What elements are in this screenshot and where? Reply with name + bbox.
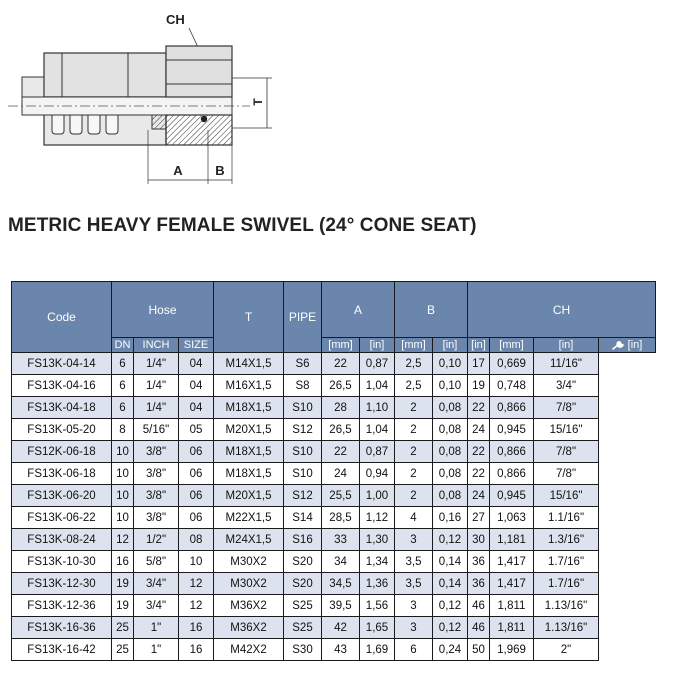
fitting-technical-drawing bbox=[0, 0, 300, 200]
cell-blank bbox=[599, 595, 656, 617]
cell-ch-mm: 0,748 bbox=[490, 375, 534, 397]
table-row bbox=[12, 529, 656, 551]
cell-inch: 3/8" bbox=[134, 441, 179, 463]
cell-dn: 19 bbox=[112, 595, 134, 617]
cell-size: 04 bbox=[179, 375, 214, 397]
col-ch-header: CH bbox=[468, 282, 656, 338]
cell-a-in: 0,94 bbox=[360, 463, 395, 485]
cell-t: M30X2 bbox=[214, 551, 284, 573]
cell-b-in: 0,08 bbox=[433, 397, 468, 419]
cell-a-in: 1,69 bbox=[360, 639, 395, 661]
cell-blank bbox=[599, 419, 656, 441]
col-ch-mm-header: [mm] bbox=[490, 338, 534, 353]
cell-size: 16 bbox=[179, 617, 214, 639]
cell-t: M22X1,5 bbox=[214, 507, 284, 529]
table-row bbox=[12, 441, 656, 463]
cell-ch-mm: 0,945 bbox=[490, 485, 534, 507]
cell-a-in: 1,30 bbox=[360, 529, 395, 551]
cell-code: FS13K-04-14 bbox=[12, 353, 112, 375]
cell-ch-inch: 2" bbox=[534, 639, 599, 661]
cell-t: M16X1,5 bbox=[214, 375, 284, 397]
cell-a-mm: 39,5 bbox=[322, 595, 360, 617]
cell-b-in: 0,14 bbox=[433, 573, 468, 595]
cell-b-mm: 2 bbox=[395, 463, 433, 485]
cell-size: 05 bbox=[179, 419, 214, 441]
b-label: B bbox=[215, 163, 225, 178]
cell-inch: 1" bbox=[134, 617, 179, 639]
cell-ch-in: 24 bbox=[468, 419, 490, 441]
cell-inch: 3/8" bbox=[134, 463, 179, 485]
cell-a-in: 1,65 bbox=[360, 617, 395, 639]
cell-t: M14X1,5 bbox=[214, 353, 284, 375]
cell-b-in: 0,08 bbox=[433, 419, 468, 441]
cell-a-mm: 34 bbox=[322, 551, 360, 573]
wrench-icon bbox=[612, 340, 626, 350]
cell-a-in: 1,56 bbox=[360, 595, 395, 617]
cell-b-in: 0,12 bbox=[433, 529, 468, 551]
cell-ch-mm: 0,866 bbox=[490, 441, 534, 463]
cell-code: FS13K-06-18 bbox=[12, 463, 112, 485]
cell-ch-mm: 0,945 bbox=[490, 419, 534, 441]
cell-ch-in: 30 bbox=[468, 529, 490, 551]
cell-inch: 3/4" bbox=[134, 573, 179, 595]
cell-ch-in: 17 bbox=[468, 353, 490, 375]
cell-dn: 10 bbox=[112, 485, 134, 507]
col-inch-header: INCH bbox=[134, 338, 179, 353]
cell-inch: 1/4" bbox=[134, 375, 179, 397]
cell-dn: 10 bbox=[112, 507, 134, 529]
table-row bbox=[12, 463, 656, 485]
table-row bbox=[12, 419, 656, 441]
cell-dn: 6 bbox=[112, 353, 134, 375]
col-hose-header: Hose bbox=[112, 282, 214, 338]
cell-b-in: 0,10 bbox=[433, 353, 468, 375]
cell-size: 10 bbox=[179, 551, 214, 573]
cell-ch-in: 22 bbox=[468, 397, 490, 419]
table-row bbox=[12, 375, 656, 397]
cell-b-mm: 3,5 bbox=[395, 573, 433, 595]
cell-a-in: 1,04 bbox=[360, 419, 395, 441]
ch-label: CH bbox=[166, 12, 185, 27]
cell-ch-mm: 1,417 bbox=[490, 573, 534, 595]
cell-pipe: S25 bbox=[284, 617, 322, 639]
cell-blank bbox=[599, 639, 656, 661]
col-size-header: SIZE bbox=[179, 338, 214, 353]
cell-t: M24X1,5 bbox=[214, 529, 284, 551]
cell-code: FS13K-12-30 bbox=[12, 573, 112, 595]
cell-a-mm: 28 bbox=[322, 397, 360, 419]
cell-a-in: 1,00 bbox=[360, 485, 395, 507]
cell-inch: 3/8" bbox=[134, 507, 179, 529]
cell-a-in: 1,36 bbox=[360, 573, 395, 595]
cell-a-mm: 34,5 bbox=[322, 573, 360, 595]
cell-b-mm: 2 bbox=[395, 441, 433, 463]
cell-t: M36X2 bbox=[214, 595, 284, 617]
cell-blank bbox=[599, 353, 656, 375]
table-row bbox=[12, 573, 656, 595]
cell-t: M18X1,5 bbox=[214, 397, 284, 419]
cell-blank bbox=[599, 529, 656, 551]
cell-b-in: 0,08 bbox=[433, 485, 468, 507]
cell-b-mm: 3,5 bbox=[395, 551, 433, 573]
cell-code: FS13K-16-36 bbox=[12, 617, 112, 639]
cell-t: M42X2 bbox=[214, 639, 284, 661]
cell-a-in: 1,12 bbox=[360, 507, 395, 529]
cell-ch-inch: 1.1/16" bbox=[534, 507, 599, 529]
cell-pipe: S10 bbox=[284, 463, 322, 485]
cell-pipe: S20 bbox=[284, 573, 322, 595]
cell-t: M18X1,5 bbox=[214, 463, 284, 485]
cell-code: FS13K-10-30 bbox=[12, 551, 112, 573]
cell-pipe: S16 bbox=[284, 529, 322, 551]
cell-t: M36X2 bbox=[214, 617, 284, 639]
cell-blank bbox=[599, 507, 656, 529]
cell-dn: 8 bbox=[112, 419, 134, 441]
cell-size: 04 bbox=[179, 397, 214, 419]
cell-blank bbox=[599, 441, 656, 463]
cell-ch-in: 19 bbox=[468, 375, 490, 397]
cell-b-mm: 2 bbox=[395, 485, 433, 507]
cell-ch-in: 36 bbox=[468, 573, 490, 595]
col-a-in-header: [in] bbox=[360, 338, 395, 353]
cell-inch: 3/4" bbox=[134, 595, 179, 617]
cell-ch-mm: 0,669 bbox=[490, 353, 534, 375]
cell-dn: 6 bbox=[112, 375, 134, 397]
cell-b-in: 0,12 bbox=[433, 595, 468, 617]
table-row bbox=[12, 595, 656, 617]
cell-code: FS13K-08-24 bbox=[12, 529, 112, 551]
cell-ch-in: 22 bbox=[468, 441, 490, 463]
cell-t: M20X1,5 bbox=[214, 419, 284, 441]
spec-table bbox=[11, 281, 656, 661]
cell-size: 06 bbox=[179, 485, 214, 507]
cell-inch: 1/4" bbox=[134, 397, 179, 419]
cell-a-in: 0,87 bbox=[360, 441, 395, 463]
cell-a-mm: 28,5 bbox=[322, 507, 360, 529]
cell-size: 12 bbox=[179, 573, 214, 595]
cell-inch: 1/2" bbox=[134, 529, 179, 551]
cell-size: 06 bbox=[179, 441, 214, 463]
cell-pipe: S8 bbox=[284, 375, 322, 397]
cell-inch: 5/16" bbox=[134, 419, 179, 441]
cell-ch-mm: 1,969 bbox=[490, 639, 534, 661]
cell-b-mm: 4 bbox=[395, 507, 433, 529]
cell-b-mm: 3 bbox=[395, 595, 433, 617]
cell-code: FS12K-06-18 bbox=[12, 441, 112, 463]
cell-a-mm: 43 bbox=[322, 639, 360, 661]
cell-ch-inch: 1.13/16" bbox=[534, 617, 599, 639]
cell-a-mm: 42 bbox=[322, 617, 360, 639]
cell-pipe: S25 bbox=[284, 595, 322, 617]
table-row bbox=[12, 551, 656, 573]
table-row bbox=[12, 617, 656, 639]
cell-size: 06 bbox=[179, 507, 214, 529]
cell-a-in: 1,10 bbox=[360, 397, 395, 419]
cell-ch-in: 46 bbox=[468, 617, 490, 639]
cell-pipe: S12 bbox=[284, 419, 322, 441]
cell-blank bbox=[599, 463, 656, 485]
cell-pipe: S10 bbox=[284, 441, 322, 463]
cell-blank bbox=[599, 573, 656, 595]
cell-ch-inch: 15/16" bbox=[534, 485, 599, 507]
cell-inch: 1/4" bbox=[134, 353, 179, 375]
cell-dn: 16 bbox=[112, 551, 134, 573]
col-t-header: T bbox=[214, 282, 284, 353]
cell-a-in: 1,34 bbox=[360, 551, 395, 573]
cell-ch-in: 50 bbox=[468, 639, 490, 661]
t-label: T bbox=[251, 98, 265, 106]
cell-ch-in: 22 bbox=[468, 463, 490, 485]
cell-b-in: 0,10 bbox=[433, 375, 468, 397]
cell-ch-inch: 1.13/16" bbox=[534, 595, 599, 617]
cell-ch-inch: 3/4" bbox=[534, 375, 599, 397]
table-row bbox=[12, 397, 656, 419]
cell-code: FS13K-06-20 bbox=[12, 485, 112, 507]
cell-blank bbox=[599, 551, 656, 573]
cell-ch-inch: 1.7/16" bbox=[534, 551, 599, 573]
cell-ch-in: 27 bbox=[468, 507, 490, 529]
cell-pipe: S20 bbox=[284, 551, 322, 573]
cell-ch-mm: 1,063 bbox=[490, 507, 534, 529]
cell-a-mm: 26,5 bbox=[322, 375, 360, 397]
cell-ch-inch: 1.3/16" bbox=[534, 529, 599, 551]
cell-size: 12 bbox=[179, 595, 214, 617]
cell-code: FS13K-16-42 bbox=[12, 639, 112, 661]
cell-inch: 5/8" bbox=[134, 551, 179, 573]
cell-dn: 12 bbox=[112, 529, 134, 551]
page-title: METRIC HEAVY FEMALE SWIVEL (24° CONE SEAT) bbox=[8, 215, 477, 236]
cell-code: FS13K-04-18 bbox=[12, 397, 112, 419]
cell-dn: 6 bbox=[112, 397, 134, 419]
cell-b-in: 0,16 bbox=[433, 507, 468, 529]
cell-size: 16 bbox=[179, 639, 214, 661]
cell-a-in: 0,87 bbox=[360, 353, 395, 375]
col-ch-in1-header: [in] bbox=[468, 338, 490, 353]
cell-blank bbox=[599, 617, 656, 639]
cell-a-mm: 33 bbox=[322, 529, 360, 551]
cell-b-in: 0,14 bbox=[433, 551, 468, 573]
cell-pipe: S10 bbox=[284, 397, 322, 419]
cell-t: M20X1,5 bbox=[214, 485, 284, 507]
cell-ch-mm: 1,417 bbox=[490, 551, 534, 573]
cell-a-mm: 22 bbox=[322, 353, 360, 375]
cell-a-mm: 22 bbox=[322, 441, 360, 463]
cell-b-mm: 3 bbox=[395, 617, 433, 639]
cell-t: M30X2 bbox=[214, 573, 284, 595]
cell-b-in: 0,24 bbox=[433, 639, 468, 661]
cell-dn: 10 bbox=[112, 441, 134, 463]
cell-ch-inch: 15/16" bbox=[534, 419, 599, 441]
cell-ch-inch: 7/8" bbox=[534, 441, 599, 463]
cell-ch-mm: 1,181 bbox=[490, 529, 534, 551]
cell-b-mm: 2 bbox=[395, 419, 433, 441]
col-b-in-header: [in] bbox=[433, 338, 468, 353]
cell-dn: 25 bbox=[112, 639, 134, 661]
col-ch-in2-header: [in] bbox=[534, 338, 599, 353]
cell-code: FS13K-05-20 bbox=[12, 419, 112, 441]
cell-ch-in: 46 bbox=[468, 595, 490, 617]
table-row bbox=[12, 639, 656, 661]
cell-size: 06 bbox=[179, 463, 214, 485]
cell-blank bbox=[599, 375, 656, 397]
cell-a-mm: 24 bbox=[322, 463, 360, 485]
cell-ch-in: 24 bbox=[468, 485, 490, 507]
cell-a-in: 1,04 bbox=[360, 375, 395, 397]
col-a-mm-header: [mm] bbox=[322, 338, 360, 353]
cell-ch-mm: 1,811 bbox=[490, 595, 534, 617]
col-wrench-header bbox=[599, 338, 656, 353]
table-row bbox=[12, 353, 656, 375]
cell-pipe: S14 bbox=[284, 507, 322, 529]
cell-ch-in: 36 bbox=[468, 551, 490, 573]
cell-code: FS13K-06-22 bbox=[12, 507, 112, 529]
cell-dn: 10 bbox=[112, 463, 134, 485]
col-b-mm-header: [mm] bbox=[395, 338, 433, 353]
col-dn-header: DN bbox=[112, 338, 134, 353]
cell-blank bbox=[599, 397, 656, 419]
table-row bbox=[12, 507, 656, 529]
cell-code: FS13K-12-36 bbox=[12, 595, 112, 617]
cell-blank bbox=[599, 485, 656, 507]
cell-size: 08 bbox=[179, 529, 214, 551]
cell-a-mm: 26,5 bbox=[322, 419, 360, 441]
cell-dn: 25 bbox=[112, 617, 134, 639]
cell-ch-inch: 7/8" bbox=[534, 463, 599, 485]
a-label: A bbox=[173, 163, 183, 178]
cell-b-mm: 6 bbox=[395, 639, 433, 661]
cell-ch-mm: 1,811 bbox=[490, 617, 534, 639]
cell-b-in: 0,08 bbox=[433, 463, 468, 485]
table-row bbox=[12, 485, 656, 507]
cell-ch-inch: 7/8" bbox=[534, 397, 599, 419]
cell-code: FS13K-04-16 bbox=[12, 375, 112, 397]
cell-a-mm: 25,5 bbox=[322, 485, 360, 507]
cell-b-mm: 3 bbox=[395, 529, 433, 551]
cell-dn: 19 bbox=[112, 573, 134, 595]
col-b-header: B bbox=[395, 282, 468, 338]
table-header-row bbox=[12, 282, 656, 338]
cell-b-mm: 2 bbox=[395, 397, 433, 419]
cell-inch: 3/8" bbox=[134, 485, 179, 507]
cell-pipe: S6 bbox=[284, 353, 322, 375]
cell-ch-mm: 0,866 bbox=[490, 397, 534, 419]
cell-ch-mm: 0,866 bbox=[490, 463, 534, 485]
col-a-header: A bbox=[322, 282, 395, 338]
cell-size: 04 bbox=[179, 353, 214, 375]
cell-ch-inch: 1.7/16" bbox=[534, 573, 599, 595]
cell-b-mm: 2,5 bbox=[395, 375, 433, 397]
col-code-header: Code bbox=[12, 282, 112, 353]
cell-pipe: S12 bbox=[284, 485, 322, 507]
cell-t: M18X1,5 bbox=[214, 441, 284, 463]
col-pipe-header: PIPE bbox=[284, 282, 322, 353]
cell-inch: 1" bbox=[134, 639, 179, 661]
cell-b-in: 0,12 bbox=[433, 617, 468, 639]
cell-pipe: S30 bbox=[284, 639, 322, 661]
cell-b-mm: 2,5 bbox=[395, 353, 433, 375]
cell-b-in: 0,08 bbox=[433, 441, 468, 463]
cell-ch-inch: 11/16" bbox=[534, 353, 599, 375]
col-ch-in3-label: [in] bbox=[627, 339, 643, 351]
